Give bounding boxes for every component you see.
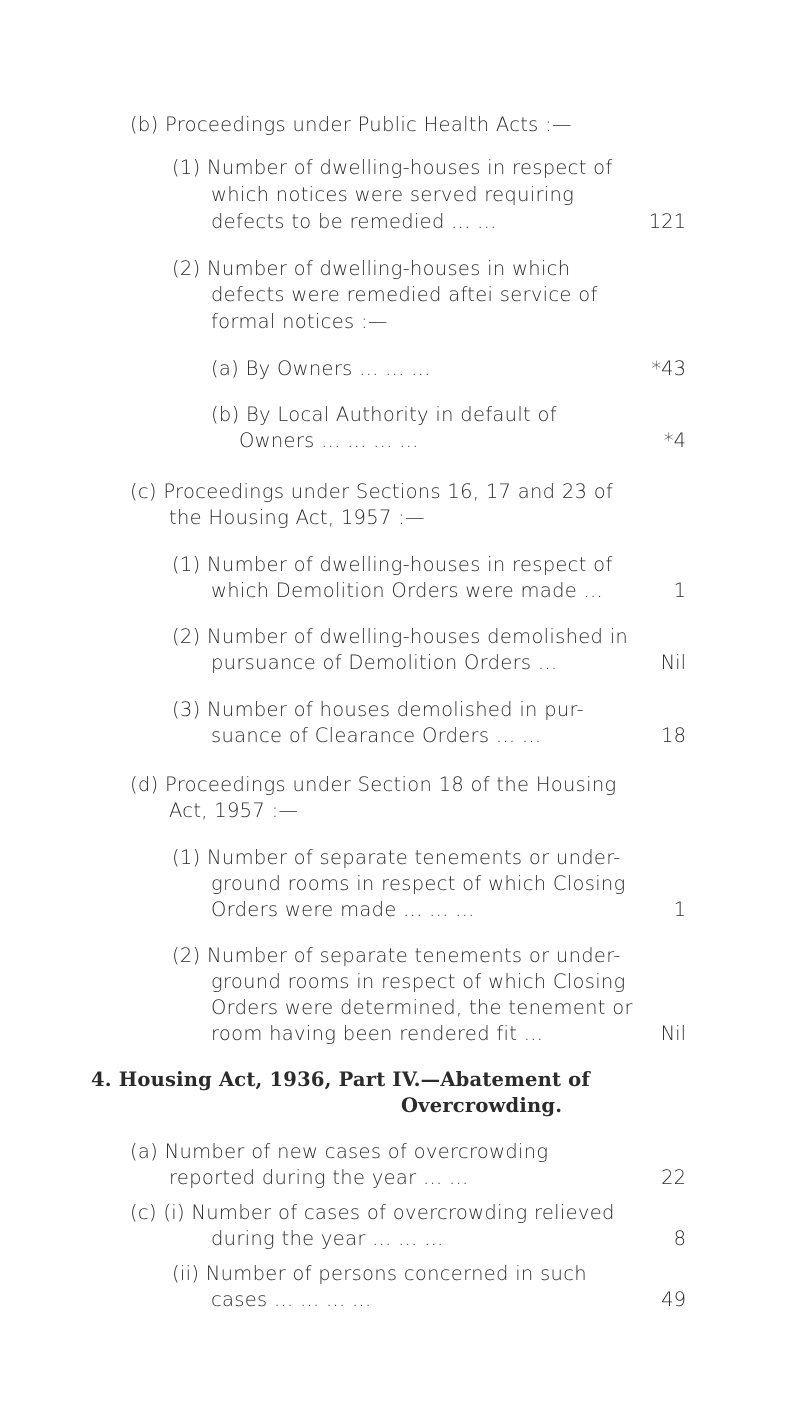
section-c-heading-line1: (c) Proceedings under Sections 16, 17 and 23 of [130, 480, 614, 503]
section-4-item-a-line1: (a) Number of new cases of overcrowding [130, 1140, 549, 1163]
section-c-item2-line2: pursuance of Demolition Orders ... [211, 651, 558, 674]
section-4-heading-line2: Overcrowding. [401, 1094, 563, 1117]
section-4-item-c-ii-value: 49 [661, 1288, 686, 1311]
section-b-item2a-value: *43 [651, 357, 686, 380]
section-4-heading-line1: 4. Housing Act, 1936, Part IV.—Abatement of [91, 1068, 590, 1091]
section-b-item1-line2: which notices were served requiring [211, 183, 575, 206]
section-d-item1-line2: ground rooms in respect of which Closing [211, 872, 626, 895]
section-d-item2-line4: room having been rendered fit ... [211, 1022, 544, 1045]
section-4-item-c-i-value: 8 [673, 1227, 686, 1250]
section-d-heading-line2: Act, 1957 :— [169, 799, 299, 822]
section-4-item-c-ii-line1: (ii) Number of persons concerned in such [172, 1262, 587, 1285]
section-b-item2a: (a) By Owners ... ... ... [211, 357, 431, 380]
section-d-item2-line2: ground rooms in respect of which Closing [211, 970, 626, 993]
section-b-item1-line1: (1) Number of dwelling-houses in respect of [172, 156, 613, 179]
section-b-item2-line1: (2) Number of dwelling-houses in which [172, 257, 571, 280]
section-c-item3-line2: suance of Clearance Orders ... ... [211, 724, 542, 747]
section-c-item1-value: 1 [673, 579, 686, 602]
section-c-item3-value: 18 [661, 724, 686, 747]
section-d-item1-line1: (1) Number of separate tenements or under- [172, 846, 621, 869]
section-d-item1-value: 1 [673, 898, 686, 921]
section-b-item2-line2: defects were remedied aftei service of [211, 283, 598, 306]
section-b-item2-line3: formal notices :— [211, 310, 388, 333]
section-4-item-c-ii-line2: cases ... ... ... ... [211, 1288, 372, 1311]
section-b-item2b-line2: Owners ... ... ... ... [239, 429, 419, 452]
section-c-item2-line1: (2) Number of dwelling-houses demolished in [172, 625, 629, 648]
section-c-item3-line1: (3) Number of houses demolished in pur- [172, 698, 584, 721]
section-c-heading-line2: the Housing Act, 1957 :— [169, 506, 425, 529]
section-b-item1-line3: defects to be remedied ... ... [211, 210, 497, 233]
section-b-item2b-line1: (b) By Local Authority in default of [211, 403, 557, 426]
section-c-item1-line2: which Demolition Orders were made ... [211, 579, 604, 602]
section-d-item2-value: Nil [660, 1022, 686, 1045]
section-d-item2-line3: Orders were determined, the tenement or [211, 996, 633, 1019]
section-c-item2-value: Nil [660, 651, 686, 674]
section-b-heading: (b) Proceedings under Public Health Acts :— [130, 113, 572, 136]
section-4-item-a-line2: reported during the year ... ... [169, 1166, 469, 1189]
section-4-item-a-value: 22 [661, 1166, 686, 1189]
section-d-item2-line1: (2) Number of separate tenements or under- [172, 944, 621, 967]
section-b-item1-value: 121 [648, 210, 686, 233]
section-c-item1-line1: (1) Number of dwelling-houses in respect of [172, 553, 613, 576]
section-d-item1-line3: Orders were made ... ... ... [211, 898, 475, 921]
section-4-item-c-i-line2: during the year ... ... ... [211, 1227, 444, 1250]
section-b-item2b-value: *4 [663, 429, 686, 452]
section-4-item-c-i-line1: (c) (i) Number of cases of overcrowding relieved [130, 1201, 615, 1224]
section-d-heading-line1: (d) Proceedings under Section 18 of the Housing [130, 773, 617, 796]
